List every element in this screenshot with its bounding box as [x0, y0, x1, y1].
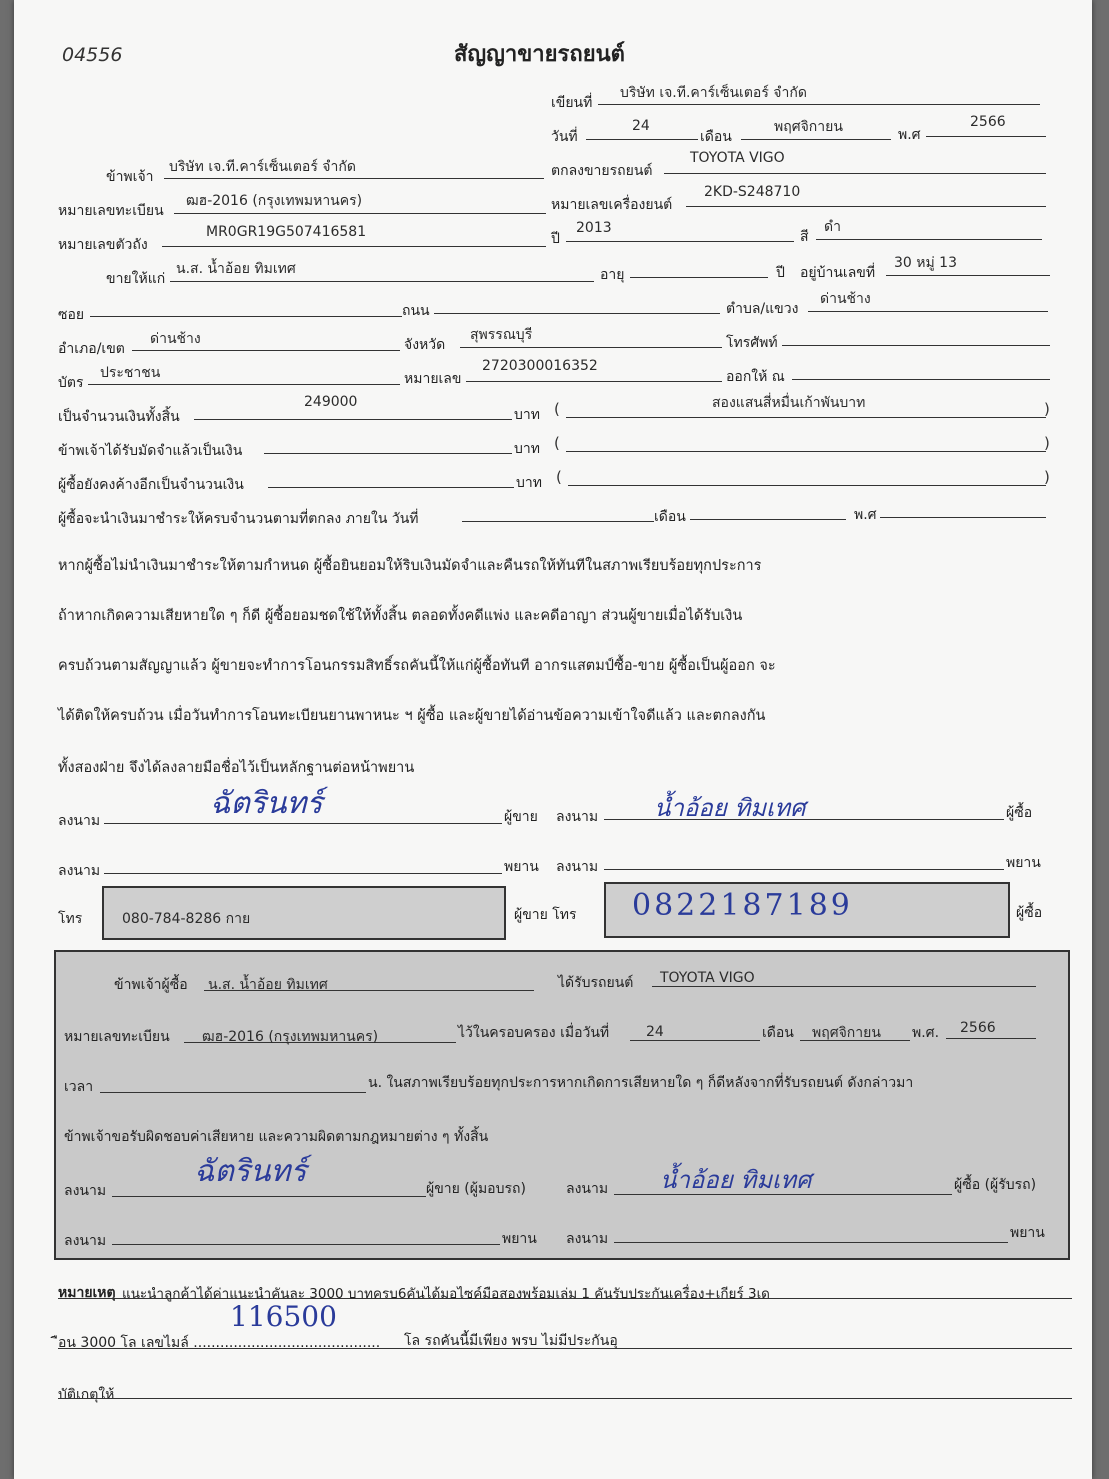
- written-at-value: บริษัท เจ.ที.คาร์เซ็นเตอร์ จำกัด: [620, 85, 807, 101]
- total-baht-label: บาท: [514, 407, 540, 423]
- color-label: สี: [800, 229, 809, 245]
- house-value: 30 หมู่ 13: [894, 255, 957, 271]
- seller-phone-label: ผู้ขาย โทร: [514, 907, 577, 923]
- date-day: 24: [632, 118, 650, 134]
- age-label: อายุ: [600, 267, 625, 283]
- terms-line-2: ถ้าหากเกิดความเสียหายใด ๆ ก็ดี ผู้ซื้อยอมชดใช้ให้ทั้งสิ้น ตลอดทั้งคดีแพ่ง และคดีอาญา ส่วนผู้ขายเมื่อได้รับเงิน: [58, 608, 743, 624]
- buyer-role: ผู้ซื้อ: [1006, 805, 1033, 821]
- document-title: สัญญาขายรถยนต์: [454, 42, 625, 67]
- subdistrict-value: ด่านช้าง: [820, 291, 871, 307]
- receipt-month-value: พฤศจิกายน: [812, 1025, 881, 1041]
- receipt-witness-role: พยาน: [1010, 1225, 1045, 1241]
- seller-phone-value: 080-784-8286 กาย: [122, 911, 251, 927]
- subdistrict-label: ตำบล/แขวง: [726, 301, 799, 317]
- car-year-label: ปี: [551, 231, 560, 247]
- month-label: เดือน: [700, 129, 732, 145]
- receipt-buyer-value: น.ส. น้ำอ้อย ทิมเทศ: [208, 977, 328, 993]
- written-at-label: เขียนที่: [551, 95, 593, 111]
- terms-line-5: ทั้งสองฝ่าย จึงได้ลงลายมือชื่อไว้เป็นหลักฐานต่อหน้าพยาน: [58, 760, 415, 776]
- buyer-phone-role: ผู้ซื้อ: [1016, 905, 1043, 921]
- pay-year-label: พ.ศ: [854, 507, 877, 523]
- deposit-baht-label: บาท: [514, 441, 540, 457]
- witness-role: พยาน: [1006, 855, 1041, 871]
- engine-value: 2KD-S248710: [704, 184, 801, 200]
- deposit-label: ข้าพเจ้าได้รับมัดจำแล้วเป็นเงิน: [58, 443, 243, 459]
- document-number: 04556: [62, 44, 123, 66]
- plate-value: ฒฮ-2016 (กรุงเทพมหานคร): [186, 193, 363, 209]
- card-label: บัตร: [58, 375, 84, 391]
- phone-label: โทร: [58, 911, 83, 927]
- receipt-month-label: เดือน: [762, 1025, 794, 1041]
- soi-label: ซอย: [58, 307, 85, 323]
- district-label: อำเภอ/เขต: [58, 341, 125, 357]
- color-value: ดำ: [824, 219, 841, 235]
- paren-open: (: [554, 434, 560, 452]
- paren-open: (: [556, 468, 562, 486]
- remark-line-2a: ือน 3000 โล เลขไมล์ ..........................................: [58, 1335, 381, 1351]
- terms-line-3: ครบถ้วนตามสัญญาแล้ว ผู้ขายจะทำการโอนกรรมสิทธิ์รถคันนี้ให้แก่ผู้ซื้อทันที อากรแสตมป์ซื้อ-ขาย ผู้ซื้อเป็นผู้ออก จะ: [58, 658, 776, 674]
- pay-within-label: ผู้ซื้อจะนำเงินมาชำระให้ครบจำนวนตามที่ตกลง ภายใน วันที่: [58, 511, 419, 527]
- mileage-value: 116500: [230, 1300, 337, 1333]
- receipt-buyer-label: ข้าพเจ้าผู้ซื้อ: [114, 977, 188, 993]
- accident-label: บัติเกตุให้: [58, 1387, 115, 1403]
- agree-label: ตกลงขายรถยนต์: [551, 163, 653, 179]
- receipt-sign-label: ลงนาม: [64, 1183, 107, 1199]
- receipt-seller-signature: ฉัตรินทร์: [194, 1154, 307, 1189]
- pay-month-label: เดือน: [654, 509, 686, 525]
- house-label: อยู่บ้านเลขที่: [800, 265, 876, 281]
- sign-label: ลงนาม: [58, 863, 101, 879]
- receipt-liability: ข้าพเจ้าขอรับผิดชอบค่าเสียหาย และความผิดตามกฎหมายต่าง ๆ ทั้งสิ้น: [64, 1129, 489, 1145]
- remain-label: ผู้ซื้อยังคงค้างอีกเป็นจำนวนเงิน: [58, 477, 244, 493]
- chassis-value: MR0GR19G507416581: [206, 224, 367, 240]
- receipt-received-label: ได้รับรถยนต์: [558, 975, 634, 991]
- seller-role: ผู้ขาย: [504, 809, 538, 825]
- phone-label: โทรศัพท์: [726, 335, 778, 351]
- remark-label: หมายเหตุ: [58, 1285, 116, 1301]
- receipt-witness-role: พยาน: [502, 1231, 537, 1247]
- card-value: ประชาชน: [100, 365, 161, 381]
- receipt-plate-value: ฒฮ-2016 (กรุงเทพมหานคร): [202, 1029, 379, 1045]
- receipt-sign-label: ลงนาม: [566, 1231, 609, 1247]
- receipt-time-text: น. ในสภาพเรียบร้อยทุกประการหากเกิดการเสียหายใด ๆ ก็ดีหลังจากที่รับรถยนต์ ดังกล่าวมา: [368, 1075, 914, 1091]
- seller-signature: ฉัตรินทร์: [210, 786, 323, 821]
- buyer-phone-value: 0822187189: [632, 888, 853, 923]
- receipt-buyer-signature: น้ำอ้อย ทิมเทศ: [660, 1166, 812, 1194]
- chassis-label: หมายเลขตัวถัง: [58, 237, 148, 253]
- age-unit: ปี: [776, 265, 785, 281]
- seller-label: ข้าพเจ้า: [106, 169, 154, 185]
- remark-text: แนะนำลูกค้าได้ค่าแนะนำคันละ 3000 บาทครบ6คันได้มอไซค์มือสองพร้อมเล่ม 1 คันรับประกันเครื่อง+เกียร์ 3เด: [122, 1286, 770, 1302]
- total-label: เป็นจำนวนเงินทั้งสิ้น: [58, 409, 180, 425]
- receipt-sign-label: ลงนาม: [566, 1181, 609, 1197]
- receipt-year-label: พ.ศ.: [912, 1025, 940, 1041]
- receipt-sign-label: ลงนาม: [64, 1233, 107, 1249]
- total-words-value: สองแสนสี่หมื่นเก้าพันบาท: [712, 395, 866, 411]
- seller-phone-box: [102, 886, 506, 940]
- receipt-year-value: 2566: [960, 1020, 996, 1036]
- receipt-car-model: TOYOTA VIGO: [660, 970, 755, 986]
- sign-label: ลงนาม: [556, 859, 599, 875]
- receipt-plate-label: หมายเลขทะเบียน: [64, 1029, 170, 1045]
- terms-line-1: หากผู้ซื้อไม่นำเงินมาชำระให้ตามกำหนด ผู้ซื้อยินยอมให้ริบเงินมัดจำและคืนรถให้ทันทีในสภาพเรียบร้อยทุกประการ: [58, 558, 762, 574]
- terms-line-4: ได้ติดให้ครบถ้วน เมื่อวันทำการโอนทะเบียนยานพาหนะ ฯ ผู้ซื้อ และผู้ขายได้อ่านข้อความเข้าใจดีแล้ว และตกลงกัน: [58, 708, 766, 724]
- year-label: พ.ศ: [898, 127, 921, 143]
- remain-baht-label: บาท: [516, 475, 542, 491]
- paren-close: ): [1044, 434, 1050, 452]
- road-label: ถนน: [402, 303, 430, 319]
- car-year-value: 2013: [576, 220, 612, 236]
- date-month: พฤศจิกายน: [774, 119, 843, 135]
- paren-open: (: [554, 400, 560, 418]
- sign-label: ลงนาม: [556, 809, 599, 825]
- paren-close: ): [1044, 400, 1050, 418]
- seller-value: บริษัท เจ.ที.คาร์เซ็นเตอร์ จำกัด: [169, 159, 356, 175]
- date-label: วันที่: [551, 129, 578, 145]
- id-value: 2720300016352: [482, 358, 598, 374]
- car-model-value: TOYOTA VIGO: [690, 150, 785, 166]
- receipt-day-value: 24: [646, 1024, 664, 1040]
- receipt-seller-role: ผู้ขาย (ผู้มอบรถ): [426, 1181, 526, 1197]
- remark-line-2b: โล รถคันนี้มีเพียง พรบ ไม่มีประกันอุ: [404, 1333, 618, 1349]
- province-label: จังหวัด: [404, 337, 446, 353]
- plate-label: หมายเลขทะเบียน: [58, 203, 164, 219]
- paren-close: ): [1044, 468, 1050, 486]
- id-label: หมายเลข: [404, 371, 462, 387]
- engine-label: หมายเลขเครื่องยนต์: [551, 197, 673, 213]
- buyer-signature: น้ำอ้อย ทิมเทศ: [654, 794, 806, 822]
- buyer-label: ขายให้แก่: [106, 271, 166, 287]
- receipt-possess-label: ไว้ในครอบครอง เมื่อวันที่: [458, 1025, 610, 1041]
- receipt-section: [54, 950, 1070, 1260]
- contract-paper: [14, 0, 1092, 1479]
- sign-label: ลงนาม: [58, 813, 101, 829]
- buyer-phone-box: [604, 882, 1010, 938]
- receipt-buyer-role: ผู้ซื้อ (ผู้รับรถ): [954, 1177, 1037, 1193]
- witness-role: พยาน: [504, 859, 539, 875]
- total-value: 249000: [304, 394, 358, 410]
- district-value: ด่านช้าง: [150, 331, 201, 347]
- date-year: 2566: [970, 114, 1006, 130]
- province-value: สุพรรณบุรี: [470, 327, 533, 343]
- issued-label: ออกให้ ณ: [726, 369, 785, 385]
- buyer-value: น.ส. น้ำอ้อย ทิมเทศ: [176, 261, 296, 277]
- receipt-time-label: เวลา: [64, 1079, 94, 1095]
